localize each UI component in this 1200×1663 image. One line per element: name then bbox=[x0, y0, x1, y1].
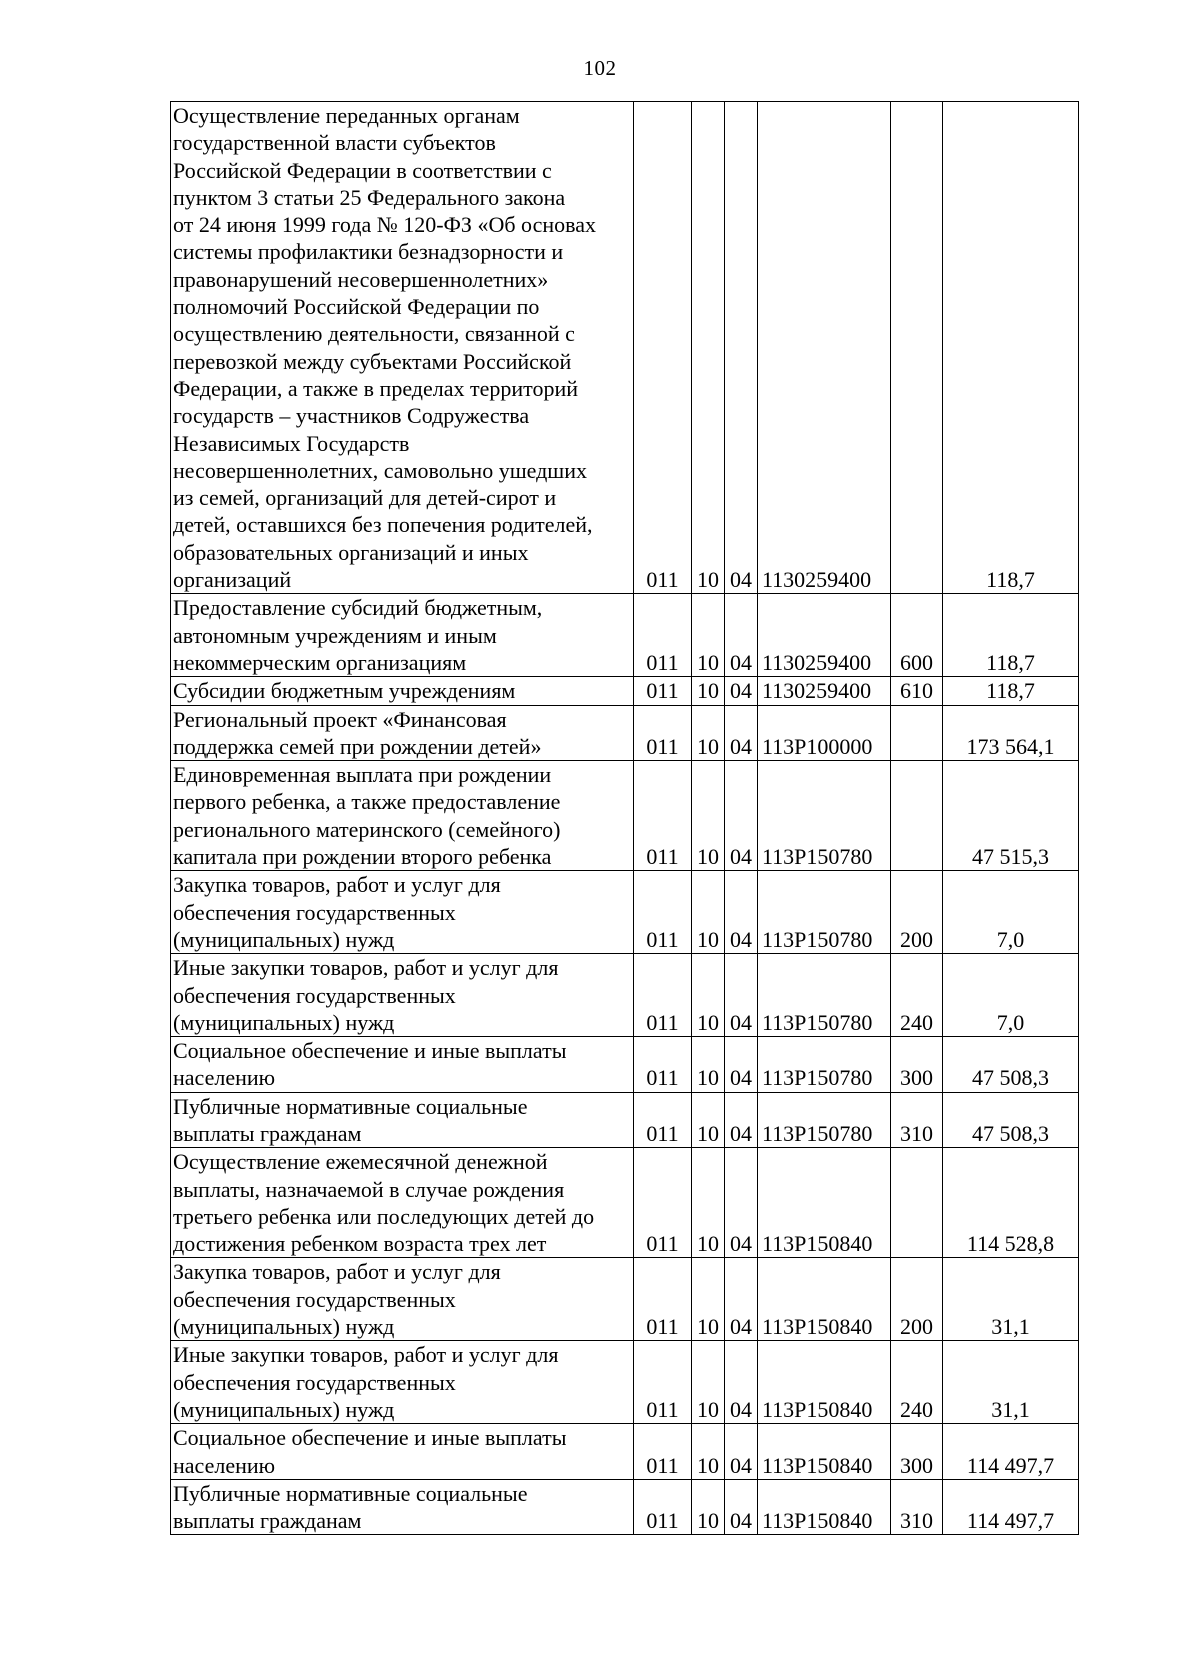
ministry-code-cell: 011 bbox=[634, 705, 692, 761]
ministry-code-cell: 011 bbox=[634, 594, 692, 677]
amount-cell: 31,1 bbox=[943, 1258, 1079, 1341]
row-name-line: полномочий Российской Федерации по bbox=[173, 294, 540, 320]
row-name-line: Российской Федерации в соответствии с bbox=[173, 157, 552, 183]
expense-type-code-cell: 310 bbox=[891, 1479, 943, 1535]
amount-cell: 118,7 bbox=[943, 594, 1079, 677]
table-row bbox=[171, 1148, 1079, 1258]
target-article-code-cell: 113P150780 bbox=[758, 1037, 891, 1093]
row-name-line: Осуществление переданных органам bbox=[173, 103, 520, 128]
ministry-code-cell: 011 bbox=[634, 954, 692, 1037]
table-row bbox=[171, 1341, 1079, 1424]
table-row bbox=[171, 871, 1079, 954]
table-row bbox=[171, 761, 1079, 871]
ministry-code-cell: 011 bbox=[634, 102, 692, 594]
target-article-code-cell: 1130259400 bbox=[758, 102, 891, 594]
row-name-line: регионального материнского (семейного) bbox=[173, 816, 561, 842]
row-name-cell bbox=[171, 761, 634, 871]
subsection-code-cell: 04 bbox=[725, 1341, 758, 1424]
row-name-line: Закупка товаров, работ и услуг для bbox=[173, 1259, 501, 1285]
ministry-code-cell: 011 bbox=[634, 1148, 692, 1258]
row-name-line: выплаты, назначаемой в случае рождения bbox=[173, 1176, 565, 1202]
section-code-cell: 10 bbox=[692, 594, 725, 677]
subsection-code-cell: 04 bbox=[725, 1479, 758, 1535]
row-name-cell bbox=[171, 1341, 634, 1424]
subsection-code-cell: 04 bbox=[725, 1424, 758, 1480]
table-row bbox=[171, 954, 1079, 1037]
row-name-line: обеспечения государственных bbox=[173, 1369, 456, 1395]
row-name-line: населению bbox=[173, 1065, 276, 1091]
table-row bbox=[171, 1424, 1079, 1480]
row-name-line: осуществлению деятельности, связанной с bbox=[173, 321, 575, 347]
row-name-line: Единовременная выплата при рождении bbox=[173, 762, 552, 788]
target-article-code-cell: 1130259400 bbox=[758, 677, 891, 705]
row-name-line: Публичные нормативные социальные bbox=[173, 1093, 528, 1119]
expense-type-code-cell: 240 bbox=[891, 1341, 943, 1424]
row-name-line: из семей, организаций для детей-сирот и bbox=[173, 485, 557, 511]
row-name-line: населению bbox=[173, 1452, 276, 1478]
amount-cell: 114 497,7 bbox=[943, 1424, 1079, 1480]
subsection-code-cell: 04 bbox=[725, 761, 758, 871]
expense-type-code-cell bbox=[891, 761, 943, 871]
table-row bbox=[171, 1037, 1079, 1093]
row-name-line: Субсидии бюджетным учреждениям bbox=[173, 678, 516, 704]
ministry-code-cell: 011 bbox=[634, 677, 692, 705]
row-name-line: автономным учреждениям и иным bbox=[173, 622, 497, 648]
target-article-code-cell: 113P150840 bbox=[758, 1341, 891, 1424]
row-name-line: несовершеннолетних, самовольно ушедших bbox=[173, 457, 588, 483]
target-article-code-cell: 113P100000 bbox=[758, 705, 891, 761]
expense-type-code-cell: 600 bbox=[891, 594, 943, 677]
subsection-code-cell: 04 bbox=[725, 594, 758, 677]
row-name-line: (муниципальных) нужд bbox=[173, 1314, 395, 1340]
amount-cell: 118,7 bbox=[943, 102, 1079, 594]
row-name-cell bbox=[171, 954, 634, 1037]
table-row bbox=[171, 102, 1079, 594]
table-row bbox=[171, 594, 1079, 677]
row-name-cell bbox=[171, 1037, 634, 1093]
row-name-line: Региональный проект «Финансовая bbox=[173, 706, 507, 732]
row-name-line: образовательных организаций и иных bbox=[173, 539, 529, 565]
row-name-line: (муниципальных) нужд bbox=[173, 1009, 395, 1035]
row-name-cell bbox=[171, 871, 634, 954]
row-name-line: пунктом 3 статьи 25 Федерального закона bbox=[173, 184, 566, 210]
row-name-line: Иные закупки товаров, работ и услуг для bbox=[173, 955, 559, 981]
row-name-line: первого ребенка, а также предоставление bbox=[173, 789, 561, 815]
row-name-line: обеспечения государственных bbox=[173, 899, 456, 925]
row-name-line: детей, оставшихся без попечения родителей, bbox=[173, 512, 593, 538]
expense-type-code-cell: 240 bbox=[891, 954, 943, 1037]
expense-type-code-cell: 300 bbox=[891, 1424, 943, 1480]
expense-type-code-cell: 200 bbox=[891, 1258, 943, 1341]
subsection-code-cell: 04 bbox=[725, 1092, 758, 1148]
expense-type-code-cell: 300 bbox=[891, 1037, 943, 1093]
row-name-cell bbox=[171, 677, 634, 705]
subsection-code-cell: 04 bbox=[725, 677, 758, 705]
ministry-code-cell: 011 bbox=[634, 1424, 692, 1480]
row-name-line: Публичные нормативные социальные bbox=[173, 1480, 528, 1506]
row-name-cell bbox=[171, 705, 634, 761]
row-name-line: Социальное обеспечение и иные выплаты bbox=[173, 1038, 567, 1064]
amount-cell: 173 564,1 bbox=[943, 705, 1079, 761]
row-name-line: выплаты гражданам bbox=[173, 1120, 362, 1146]
expense-type-code-cell bbox=[891, 1148, 943, 1258]
row-name-line: системы профилактики безнадзорности и bbox=[173, 239, 564, 265]
row-name-line: третьего ребенка или последующих детей до bbox=[173, 1203, 595, 1229]
amount-cell: 47 508,3 bbox=[943, 1092, 1079, 1148]
ministry-code-cell: 011 bbox=[634, 1258, 692, 1341]
subsection-code-cell: 04 bbox=[725, 954, 758, 1037]
row-name-cell bbox=[171, 1148, 634, 1258]
section-code-cell: 10 bbox=[692, 1479, 725, 1535]
target-article-code-cell: 113P150840 bbox=[758, 1479, 891, 1535]
row-name-line: выплаты гражданам bbox=[173, 1508, 362, 1534]
expense-type-code-cell: 610 bbox=[891, 677, 943, 705]
expense-type-code-cell: 200 bbox=[891, 871, 943, 954]
amount-cell: 114 528,8 bbox=[943, 1148, 1079, 1258]
row-name-line: перевозкой между субъектами Российской bbox=[173, 348, 572, 374]
amount-cell: 7,0 bbox=[943, 954, 1079, 1037]
ministry-code-cell: 011 bbox=[634, 1341, 692, 1424]
target-article-code-cell: 113P150780 bbox=[758, 761, 891, 871]
target-article-code-cell: 113P150780 bbox=[758, 954, 891, 1037]
row-name-cell bbox=[171, 1092, 634, 1148]
row-name-line: от 24 июня 1999 года № 120-ФЗ «Об основах bbox=[173, 212, 596, 238]
row-name-line: государственной власти субъектов bbox=[173, 130, 496, 156]
row-name-line: капитала при рождении второго ребенка bbox=[173, 844, 552, 870]
row-name-cell bbox=[171, 1258, 634, 1341]
row-name-line: организаций bbox=[173, 567, 292, 593]
target-article-code-cell: 1130259400 bbox=[758, 594, 891, 677]
row-name-line: правонарушений несовершеннолетних» bbox=[173, 266, 549, 292]
target-article-code-cell: 113P150840 bbox=[758, 1258, 891, 1341]
table-row bbox=[171, 677, 1079, 705]
expense-type-code-cell bbox=[891, 705, 943, 761]
section-code-cell: 10 bbox=[692, 761, 725, 871]
subsection-code-cell: 04 bbox=[725, 1258, 758, 1341]
row-name-line: Осуществление ежемесячной денежной bbox=[173, 1149, 548, 1175]
row-name-line: Федерации, а также в пределах территорий bbox=[173, 375, 579, 401]
section-code-cell: 10 bbox=[692, 1092, 725, 1148]
table-row bbox=[171, 1092, 1079, 1148]
row-name-cell bbox=[171, 594, 634, 677]
target-article-code-cell: 113P150840 bbox=[758, 1148, 891, 1258]
row-name-line: Независимых Государств bbox=[173, 430, 410, 456]
section-code-cell: 10 bbox=[692, 102, 725, 594]
ministry-code-cell: 011 bbox=[634, 1479, 692, 1535]
row-name-line: некоммерческим организациям bbox=[173, 649, 467, 675]
ministry-code-cell: 011 bbox=[634, 1092, 692, 1148]
amount-cell: 31,1 bbox=[943, 1341, 1079, 1424]
ministry-code-cell: 011 bbox=[634, 1037, 692, 1093]
row-name-line: государств – участников Содружества bbox=[173, 403, 530, 429]
row-name-line: (муниципальных) нужд bbox=[173, 1396, 395, 1422]
row-name-line: обеспечения государственных bbox=[173, 1286, 456, 1312]
row-name-line: обеспечения государственных bbox=[173, 982, 456, 1008]
section-code-cell: 10 bbox=[692, 677, 725, 705]
amount-cell: 7,0 bbox=[943, 871, 1079, 954]
table-row bbox=[171, 1479, 1079, 1535]
section-code-cell: 10 bbox=[692, 1148, 725, 1258]
table-row bbox=[171, 705, 1079, 761]
row-name-cell bbox=[171, 1479, 634, 1535]
section-code-cell: 10 bbox=[692, 705, 725, 761]
expense-type-code-cell bbox=[891, 102, 943, 594]
table-row bbox=[171, 1258, 1079, 1341]
ministry-code-cell: 011 bbox=[634, 761, 692, 871]
row-name-line: Предоставление субсидий бюджетным, bbox=[173, 595, 543, 621]
row-name-line: поддержка семей при рождении детей» bbox=[173, 733, 542, 759]
row-name-cell bbox=[171, 1424, 634, 1480]
amount-cell: 47 508,3 bbox=[943, 1037, 1079, 1093]
row-name-line: Иные закупки товаров, работ и услуг для bbox=[173, 1342, 559, 1368]
section-code-cell: 10 bbox=[692, 1424, 725, 1480]
row-name-line: Закупка товаров, работ и услуг для bbox=[173, 872, 501, 898]
amount-cell: 118,7 bbox=[943, 677, 1079, 705]
ministry-code-cell: 011 bbox=[634, 871, 692, 954]
page-number: 102 bbox=[583, 56, 617, 80]
section-code-cell: 10 bbox=[692, 1037, 725, 1093]
subsection-code-cell: 04 bbox=[725, 705, 758, 761]
row-name-cell bbox=[171, 102, 634, 594]
budget-table-body bbox=[171, 102, 1079, 1535]
target-article-code-cell: 113P150840 bbox=[758, 1424, 891, 1480]
budget-table bbox=[170, 101, 1079, 1535]
amount-cell: 47 515,3 bbox=[943, 761, 1079, 871]
subsection-code-cell: 04 bbox=[725, 1148, 758, 1258]
section-code-cell: 10 bbox=[692, 1341, 725, 1424]
target-article-code-cell: 113P150780 bbox=[758, 871, 891, 954]
target-article-code-cell: 113P150780 bbox=[758, 1092, 891, 1148]
section-code-cell: 10 bbox=[692, 1258, 725, 1341]
row-name-line: Социальное обеспечение и иные выплаты bbox=[173, 1425, 567, 1451]
subsection-code-cell: 04 bbox=[725, 102, 758, 594]
expense-type-code-cell: 310 bbox=[891, 1092, 943, 1148]
row-name-line: (муниципальных) нужд bbox=[173, 926, 395, 952]
row-name-line: достижения ребенком возраста трех лет bbox=[173, 1231, 547, 1257]
amount-cell: 114 497,7 bbox=[943, 1479, 1079, 1535]
section-code-cell: 10 bbox=[692, 954, 725, 1037]
subsection-code-cell: 04 bbox=[725, 1037, 758, 1093]
subsection-code-cell: 04 bbox=[725, 871, 758, 954]
section-code-cell: 10 bbox=[692, 871, 725, 954]
